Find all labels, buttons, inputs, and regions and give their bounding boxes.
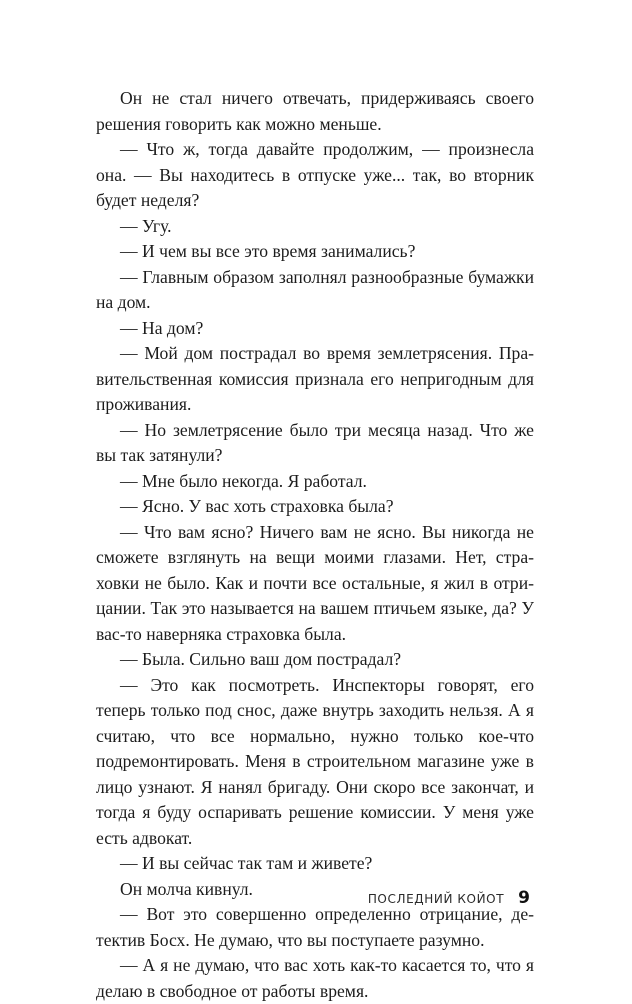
paragraph: Он молча кивнул. (120, 878, 253, 899)
paragraph: — Мой дом пострадал во время землетрясения. Правительственная комиссия признала его непригодным для проживания. (96, 343, 534, 414)
paragraph: — Вот это совершенно определенно отрицание, детектив Босх. Не думаю, что вы поступаете разумно. (96, 904, 534, 950)
paragraph: — И чем вы все это время занимались? (120, 241, 416, 261)
running-title: ПОСЛЕДНИЙ КОЙОТ (367, 892, 505, 906)
paragraph: — Главным образом заполнял разнообразные бумажки на дом. (96, 266, 534, 312)
paragraph: — На дом? (120, 317, 204, 338)
paragraph: — И вы сейчас так там и живете? (120, 853, 373, 873)
paragraph: — Но землетрясение было три месяца назад. Что же вы так затянули? (96, 419, 534, 465)
paragraph: — Что ж, тогда давайте продолжим, — произнесла она. — Вы находитесь в отпуске уже... так, во вторник будет неделя? (96, 139, 534, 210)
paragraph: — Это как посмотреть. Инспекторы говорят, его теперь только под снос, даже внутрь заходить нельзя. А я считаю, что все нормально, нужно только кое-что подремонтировать. Меня в строительном магазине уже в лицо узнают. Я нанял бригаду. Они скоро все закончат, и тогда я буду оспаривать решение комиссии. У меня уже есть адвокат. (96, 674, 534, 848)
paragraph: Он не стал ничего отвечать, придерживаясь своего решения говорить как можно меньше. (96, 88, 534, 134)
paragraph: — Ясно. У вас хоть страховка была? (120, 496, 394, 516)
paragraph: — Что вам ясно? Ничего вам не ясно. Вы никогда не сможете взглянуть на вещи моими глазами. Нет, страховки не было. Как и почти все остальные, я жил в отрицании. Так это называется на вашем птичьем языке, да? У вас-то наверняка страховка была. (96, 521, 534, 644)
paragraph: — Была. Сильно ваш дом пострадал? (120, 649, 402, 669)
page-footer (368, 888, 530, 908)
paragraph: — Угу. (120, 215, 172, 236)
body-text (96, 86, 534, 1004)
paragraph: — А я не думаю, что вас хоть как-то касается то, что я делаю в свободное от работы время. (96, 955, 534, 1001)
paragraph: — Мне было некогда. Я работал. (120, 470, 367, 491)
page-number: 9 (518, 888, 530, 908)
